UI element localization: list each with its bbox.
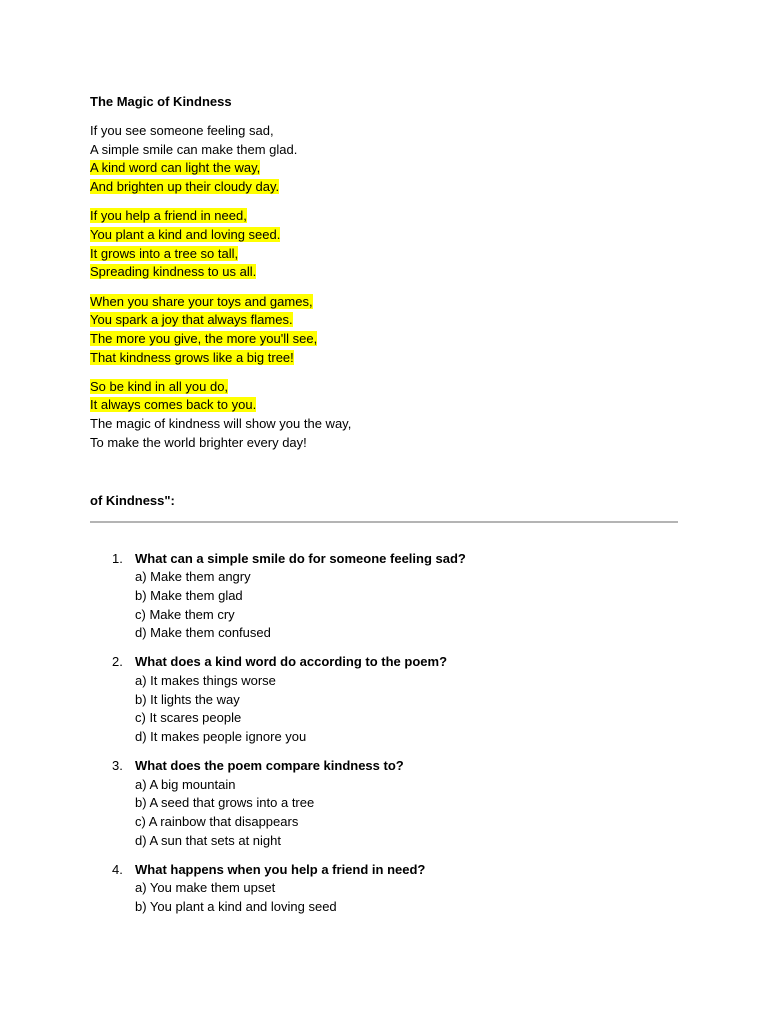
highlighted-poem-line-text: The more you give, the more you'll see,	[90, 330, 318, 346]
quiz-heading: of Kindness":	[90, 492, 175, 508]
answer-option: b) It lights the way	[135, 691, 240, 707]
question-number: 1.	[112, 550, 123, 566]
poem-title: The Magic of Kindness	[90, 94, 232, 109]
highlighted-poem-line-text: So be kind in all you do,	[90, 378, 229, 394]
answer-option: a) A big mountain	[135, 776, 236, 792]
answer-option: c) A rainbow that disappears	[135, 814, 299, 830]
poem-line	[90, 245, 680, 264]
question-text: What does the poem compare kindness to?	[135, 757, 404, 773]
poem-line-text: If you see someone feeling sad,	[90, 123, 274, 138]
answer-option: c) It scares people	[135, 710, 242, 726]
poem-stanza	[90, 207, 680, 282]
poem-body	[90, 122, 680, 453]
answer-option: b) You plant a kind and loving seed	[135, 899, 337, 915]
poem-line-text: A simple smile can make them glad.	[90, 141, 298, 157]
question-item	[90, 861, 680, 917]
poem-line	[90, 263, 680, 282]
answer-option: a) It makes things worse	[135, 672, 276, 688]
highlighted-poem-line-text: That kindness grows like a big tree!	[90, 349, 294, 365]
poem-line-text: To make the world brighter every day!	[90, 434, 307, 450]
highlighted-poem-line-text: A kind word can light the way,	[90, 160, 261, 176]
poem-line	[90, 178, 680, 197]
poem-line	[90, 207, 680, 226]
question-number: 4.	[112, 861, 123, 877]
highlighted-poem-line-text: You spark a joy that always flames.	[90, 312, 293, 328]
question-list	[90, 550, 680, 917]
answer-option: a) Make them angry	[135, 569, 251, 585]
poem-line	[90, 415, 680, 434]
highlighted-poem-line-text: It always comes back to you.	[90, 397, 257, 413]
answer-option: b) Make them glad	[135, 587, 243, 603]
question-item	[90, 550, 680, 643]
document-page	[90, 92, 680, 927]
poem-line	[90, 434, 680, 453]
poem-line	[90, 226, 680, 245]
highlighted-poem-line-text: If you help a friend in need,	[90, 208, 247, 224]
poem-line	[90, 349, 680, 368]
highlighted-poem-line-text: Spreading kindness to us all.	[90, 264, 257, 280]
poem-line	[90, 311, 680, 330]
poem-line	[90, 141, 680, 160]
highlighted-poem-line-text: And brighten up their cloudy day.	[90, 179, 280, 195]
question-number: 2.	[112, 654, 123, 670]
question-item	[90, 757, 680, 850]
answer-option: b) A seed that grows into a tree	[135, 795, 315, 811]
question-number: 3.	[112, 757, 123, 773]
poem-line	[90, 159, 680, 178]
question-text: What happens when you help a friend in need?	[135, 861, 426, 877]
poem-stanza	[90, 378, 680, 453]
question-text: What can a simple smile do for someone feeling sad?	[135, 550, 466, 566]
answer-option: d) It makes people ignore you	[135, 728, 307, 744]
highlighted-poem-line-text: You plant a kind and loving seed.	[90, 226, 281, 242]
answer-option: d) Make them confused	[135, 625, 271, 641]
poem-line	[90, 330, 680, 349]
poem-stanza	[90, 293, 680, 368]
poem-line-text: The magic of kindness will show you the way,	[90, 416, 352, 432]
highlighted-poem-line-text: It grows into a tree so tall,	[90, 245, 239, 261]
poem-line	[90, 122, 680, 141]
poem-stanza	[90, 122, 680, 197]
question-text: What does a kind word do according to the poem?	[135, 654, 448, 670]
poem-line	[90, 293, 680, 312]
answer-option: c) Make them cry	[135, 606, 235, 622]
horizontal-rule	[90, 521, 678, 523]
poem-line	[90, 396, 680, 415]
answer-option: d) A sun that sets at night	[135, 832, 281, 848]
poem-line	[90, 378, 680, 397]
highlighted-poem-line-text: When you share your toys and games,	[90, 293, 313, 309]
answer-option: a) You make them upset	[135, 880, 276, 896]
question-item	[90, 653, 680, 746]
